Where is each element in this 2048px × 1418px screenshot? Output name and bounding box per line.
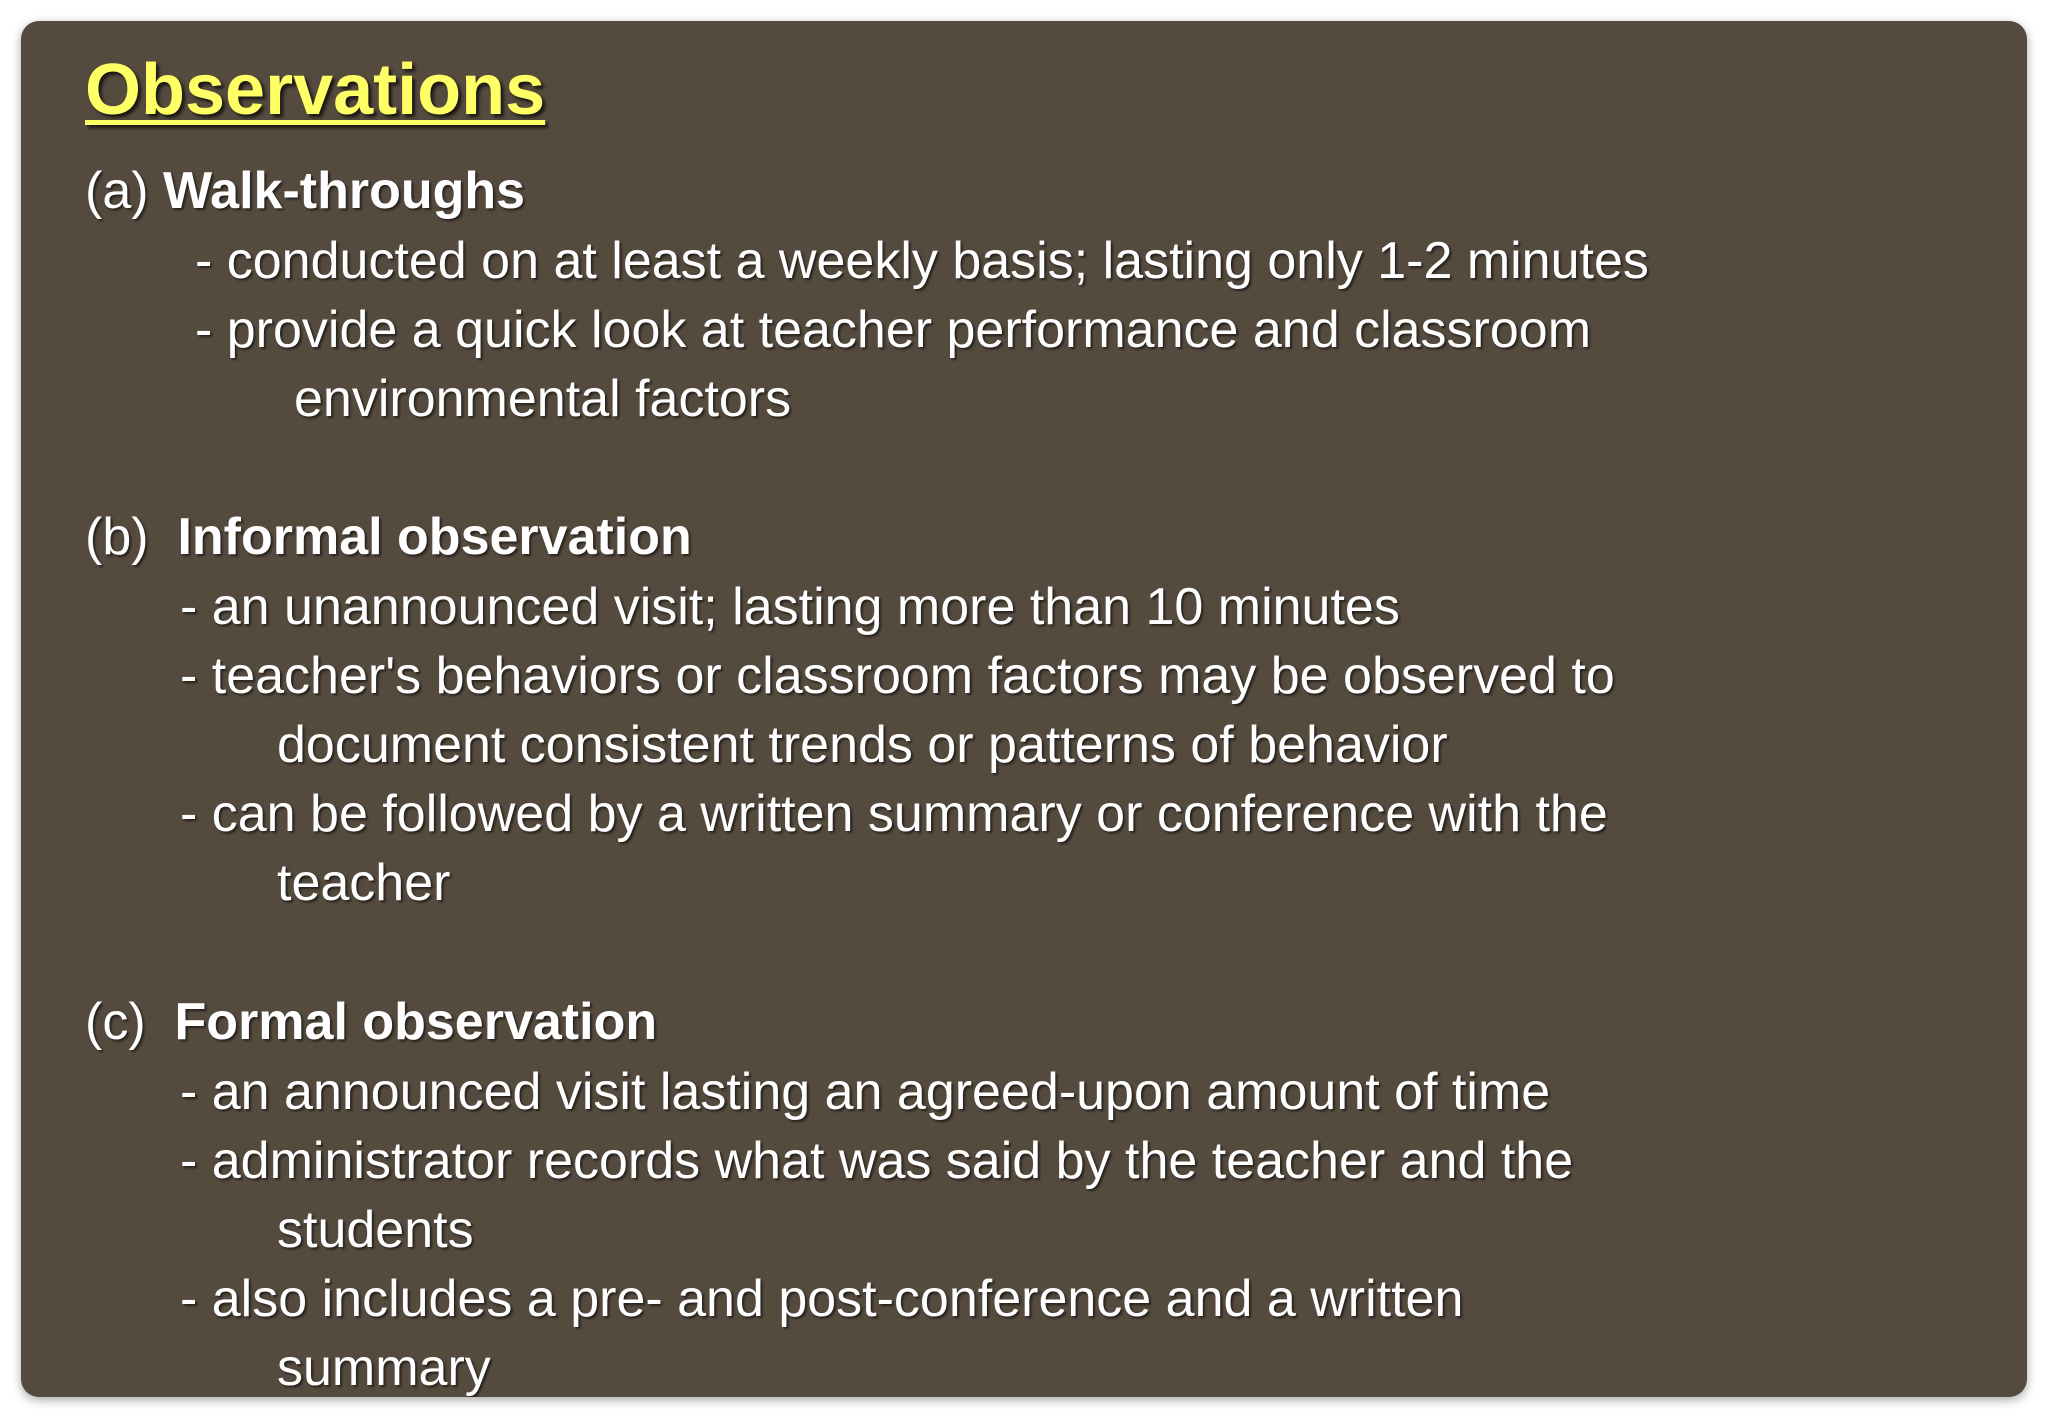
section-a-line-3: environmental factors	[294, 370, 792, 428]
section-c-line-5: summary	[277, 1339, 491, 1397]
section-a-letter: (a)	[85, 162, 149, 220]
section-b-letter: (b)	[85, 508, 149, 566]
section-b-line-4: - can be followed by a written summary or conference with the	[180, 785, 1608, 843]
section-a-line-2: - provide a quick look at teacher performance and classroom	[195, 301, 1592, 359]
section-b-line-3: document consistent trends or patterns of behavior	[277, 716, 1448, 774]
section-c-line-2: - administrator records what was said by the teacher and the	[180, 1132, 1574, 1190]
slide-title: Observations	[85, 50, 546, 130]
section-b-line-5: teacher	[277, 854, 451, 912]
section-b-heading	[85, 503, 692, 572]
section-b-title: Informal observation	[177, 508, 692, 566]
section-a-title: Walk-throughs	[163, 162, 526, 220]
section-c-title: Formal observation	[174, 993, 658, 1051]
slide	[21, 21, 2027, 1397]
section-c-line-3: students	[277, 1201, 474, 1259]
section-b-line-2: - teacher's behaviors or classroom factors may be observed to	[180, 647, 1615, 705]
section-c-line-1: - an announced visit lasting an agreed-upon amount of time	[180, 1063, 1551, 1121]
section-c-heading	[85, 988, 657, 1057]
section-a-heading	[85, 157, 525, 226]
section-a-line-1: - conducted on at least a weekly basis; lasting only 1-2 minutes	[195, 232, 1649, 290]
section-c-line-4: - also includes a pre- and post-conference and a written	[180, 1270, 1464, 1328]
section-c-letter: (c)	[85, 993, 146, 1051]
section-b-line-1: - an unannounced visit; lasting more than 10 minutes	[180, 578, 1400, 636]
